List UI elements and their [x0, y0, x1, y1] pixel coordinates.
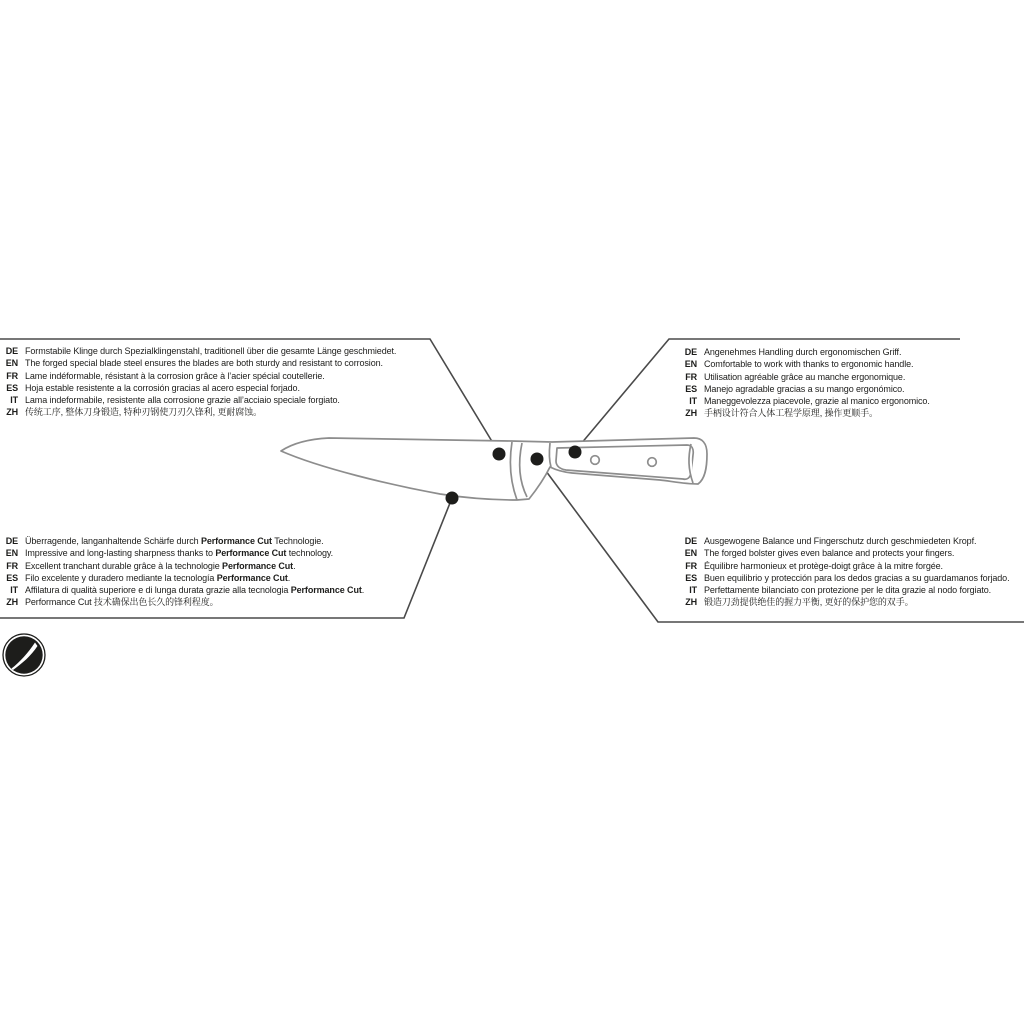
line-text: Impressive and long-lasting sharpness thanks to Performance Cut technology.: [25, 548, 334, 559]
line-text: Buen equilibrio y protección para los dedos gracias a su guardamanos forjado.: [704, 572, 1010, 583]
rivet-back: [648, 458, 657, 467]
rivet-front: [591, 456, 600, 465]
language-label: ES: [685, 572, 697, 583]
language-label: ZH: [6, 597, 18, 608]
text-line: [679, 596, 1010, 608]
text-line: [0, 572, 364, 584]
text-block-performance-cut: [0, 535, 364, 609]
callout-dot-bolster: [531, 453, 544, 466]
line-text: Comfortable to work with thanks to ergonomic handle.: [704, 359, 914, 370]
text-line: [679, 395, 930, 407]
line-text: Performance Cut 技术确保出色长久的锋利程度。: [25, 597, 219, 608]
language-label: ES: [6, 572, 18, 583]
text-line: [0, 547, 364, 559]
language-label: FR: [6, 370, 18, 381]
language-label: DE: [684, 536, 697, 546]
language-label: IT: [10, 585, 18, 596]
language-label: ZH: [685, 408, 697, 419]
line-text: 传统工序, 整体刀身锻造, 特种刃钢使刀刃久锋利, 更耐腐蚀。: [25, 407, 262, 418]
text-line: [679, 358, 930, 370]
line-text: Perfettamente bilanciato con protezione per le dita grazie al nodo forgiato.: [704, 585, 992, 596]
text-line: [679, 560, 1010, 572]
knife-blade-icon: [3, 634, 45, 676]
language-label: EN: [684, 548, 697, 559]
line-text: Utilisation agréable grâce au manche ergonomique.: [704, 371, 906, 382]
text-line: [0, 394, 396, 406]
text-block-blade-steel: [0, 345, 396, 419]
line-text: Überragende, langanhaltende Schärfe durch Performance Cut Technologie.: [25, 536, 324, 546]
callout-dot-blade-steel: [493, 448, 506, 461]
language-label: ES: [685, 383, 697, 394]
text-line: [0, 584, 364, 596]
line-text: Formstabile Klinge durch Spezialklingenstahl, traditionell über die gesamte Länge geschmiedet.: [25, 346, 397, 356]
text-line: [0, 596, 364, 608]
text-line: [0, 560, 364, 572]
text-line: [0, 370, 396, 382]
line-text: The forged bolster gives even balance and protects your fingers.: [704, 548, 955, 559]
language-label: DE: [5, 346, 18, 356]
line-text: 锻造刀劲提供绝佳的握力平衡, 更好的保护您的双手。: [704, 597, 914, 608]
language-label: IT: [10, 395, 18, 406]
language-label: EN: [5, 548, 18, 559]
text-block-ergonomic-handle: [679, 346, 930, 420]
line-text: Ausgewogene Balance und Fingerschutz durch geschmiedeten Kropf.: [704, 536, 977, 546]
text-line: [679, 547, 1010, 559]
text-line: [0, 406, 396, 418]
line-text: Maneggevolezza piacevole, grazie al manico ergonomico.: [704, 396, 930, 407]
text-line: [679, 383, 930, 395]
callout-dot-handle: [569, 446, 582, 459]
language-label: IT: [689, 585, 697, 596]
line-text: Excellent tranchant durable grâce à la technologie Performance Cut.: [25, 560, 296, 571]
language-label: DE: [5, 536, 18, 546]
language-label: EN: [684, 359, 697, 370]
language-label: FR: [6, 560, 18, 571]
line-text: Lama indeformabile, resistente alla corrosione grazie all’acciaio speciale forgiato.: [25, 395, 340, 406]
line-text: Hoja estable resistente a la corrosión gracias al acero especial forjado.: [25, 382, 300, 393]
line-text: Manejo agradable gracias a su mango ergonómico.: [704, 383, 905, 394]
line-text: The forged special blade steel ensures the blades are both sturdy and resistant to corrosion.: [25, 358, 383, 369]
language-label: FR: [685, 560, 697, 571]
language-label: ES: [6, 382, 18, 393]
language-label: FR: [685, 371, 697, 382]
text-line: [0, 382, 396, 394]
text-line: [0, 535, 364, 547]
text-line: [679, 407, 930, 419]
text-line: [0, 345, 396, 357]
line-text: Angenehmes Handling durch ergonomischen Griff.: [704, 347, 902, 357]
line-text: Lame indéformable, résistant à la corrosion grâce à l’acier spécial coutellerie.: [25, 370, 325, 381]
text-line: [679, 371, 930, 383]
text-block-forged-bolster: [679, 535, 1010, 609]
language-label: ZH: [6, 407, 18, 418]
line-text: Équilibre harmonieux et protège-doigt grâce à la mitre forgée.: [704, 560, 943, 571]
language-label: EN: [5, 358, 18, 369]
text-line: [679, 535, 1010, 547]
line-text: 手柄设计符合人体工程学原理, 操作更顺手。: [704, 408, 878, 419]
language-label: ZH: [685, 597, 697, 608]
text-line: [679, 572, 1010, 584]
text-line: [0, 357, 396, 369]
line-text: Affilatura di qualità superiore e di lunga durata grazie alla tecnologia Performance Cut.: [25, 585, 365, 596]
text-line: [679, 346, 930, 358]
language-label: DE: [684, 347, 697, 357]
text-line: [679, 584, 1010, 596]
knife-illustration: [281, 438, 707, 500]
line-text: Filo excelente y duradero mediante la tecnología Performance Cut.: [25, 572, 291, 583]
callout-dot-cutting-edge: [446, 492, 459, 505]
language-label: IT: [689, 396, 697, 407]
